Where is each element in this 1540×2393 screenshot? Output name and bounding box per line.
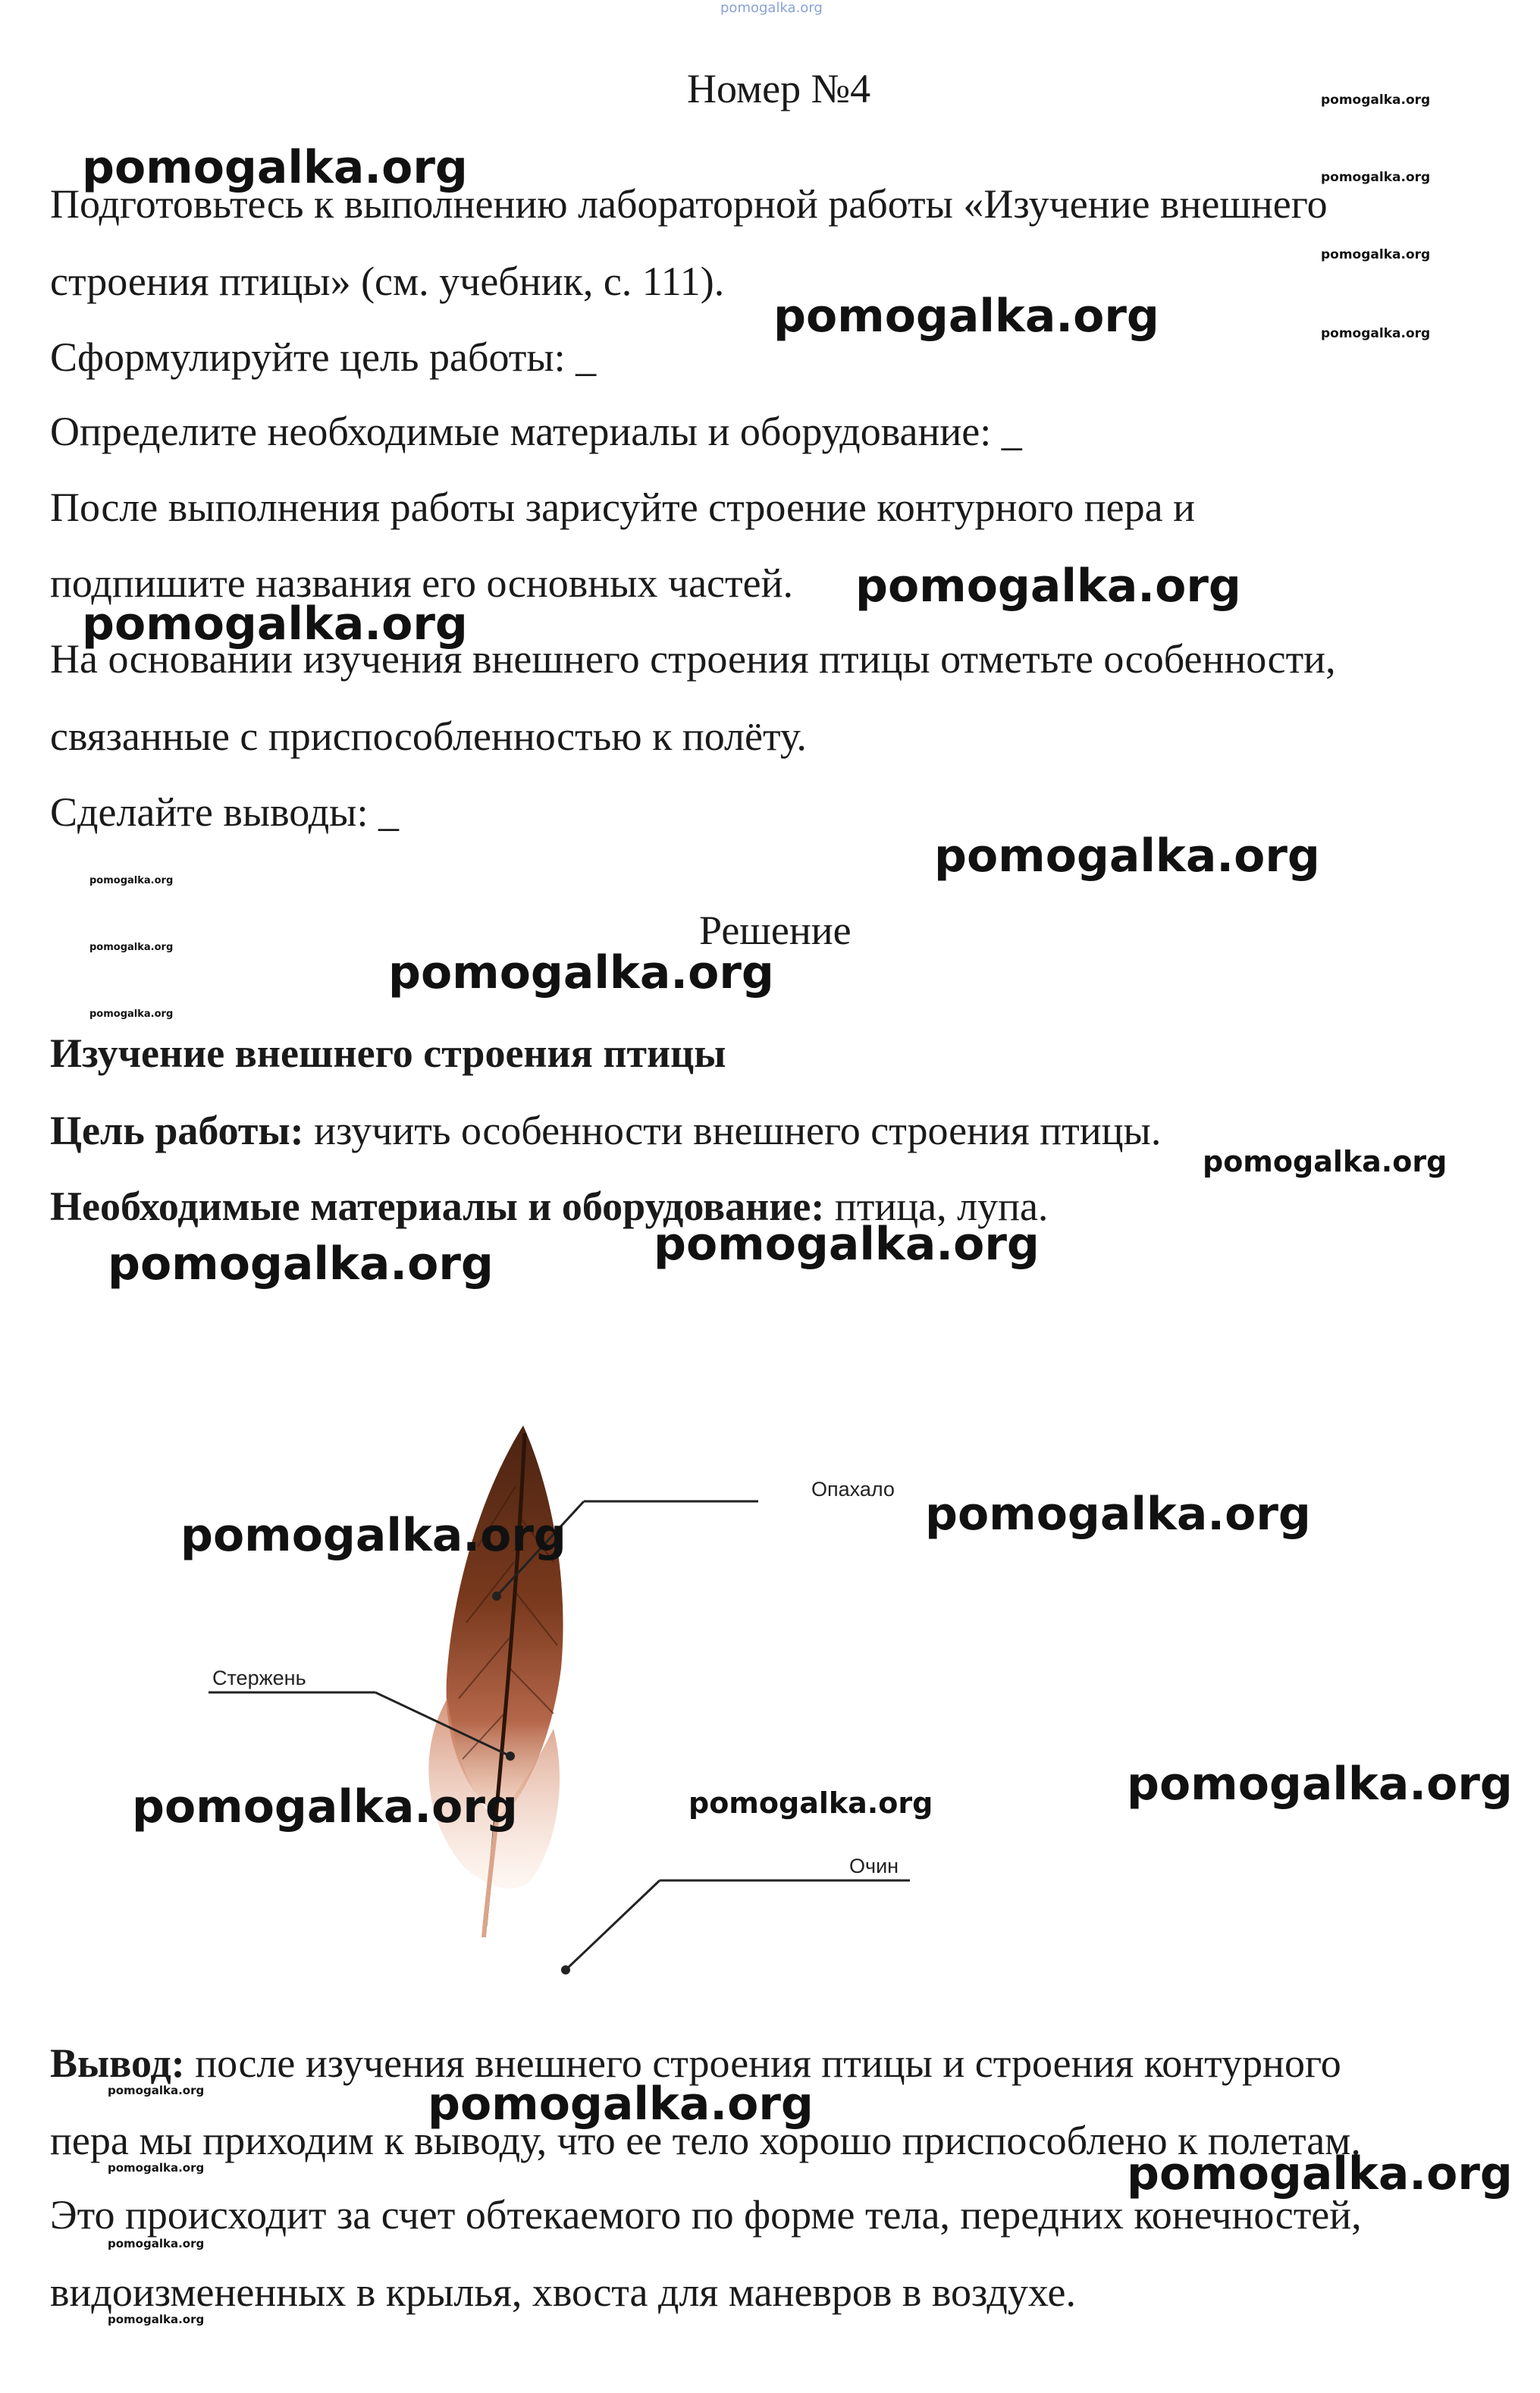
site-mark-top: pomogalka.org xyxy=(720,0,823,16)
materials-label: Необходимые материалы и оборудование: xyxy=(50,1184,825,1229)
calamus-pointer-dot xyxy=(561,1965,570,1974)
task-line: Определите необходимые материалы и оборудование: _ xyxy=(50,409,1022,454)
watermark: pomogalka.org xyxy=(773,290,1159,343)
watermark-small: pomogalka.org xyxy=(89,1008,174,1020)
watermark-small: pomogalka.org xyxy=(89,875,174,886)
watermark: pomogalka.org xyxy=(108,1237,494,1291)
goal-text: изучить особенности внешнего строения птицы. xyxy=(303,1108,1162,1153)
conclusion-line: Вывод: после изучения внешнего строения птицы и строения контурного xyxy=(50,2040,1341,2086)
conclusion-line: видоизмененных в крылья, хвоста для маневров в воздухе. xyxy=(50,2269,1076,2315)
vane-pointer-dot xyxy=(492,1592,501,1601)
task-line: строения птицы» (см. учебник, с. 111). xyxy=(50,259,725,304)
page-title: Номер №4 xyxy=(687,66,871,111)
watermark-small: pomogalka.org xyxy=(1321,326,1431,341)
watermark: pomogalka.org xyxy=(180,1509,566,1562)
watermark: pomogalka.org xyxy=(82,141,468,194)
watermark: pomogalka.org xyxy=(132,1780,518,1833)
task-line: подпишите названия его основных частей. xyxy=(50,560,793,606)
goal-label: Цель работы: xyxy=(50,1108,304,1153)
watermark: pomogalka.org xyxy=(688,1786,933,1820)
task-line: Подготовьтесь к выполнению лабораторной работы «Изучение внешнего xyxy=(50,181,1328,227)
watermark-small: pomogalka.org xyxy=(108,2237,205,2250)
task-line: После выполнения работы зарисуйте строение контурного пера и xyxy=(50,485,1195,530)
shaft-pointer-dot xyxy=(506,1752,515,1761)
feather-figure xyxy=(197,1395,955,1994)
calamus-label: Очин xyxy=(849,1855,899,1877)
lab-goal xyxy=(50,1110,1161,1151)
task-line: связанные с приспособленностью к полёту. xyxy=(50,714,807,759)
watermark-small: pomogalka.org xyxy=(1321,247,1431,262)
conclusion-line: Это происходит за счет обтекаемого по форме тела, передних конечностей, xyxy=(50,2192,1362,2238)
watermark-small: pomogalka.org xyxy=(89,942,174,953)
watermark-small: pomogalka.org xyxy=(1321,93,1431,108)
calamus-pointer-line xyxy=(566,1880,660,1970)
watermark: pomogalka.org xyxy=(855,560,1241,613)
solution-heading: Решение xyxy=(699,908,852,953)
watermark-small: pomogalka.org xyxy=(1321,170,1431,185)
vane-label: Опахало xyxy=(811,1478,895,1501)
conclusion-label: Вывод: xyxy=(50,2040,185,2086)
watermark-small: pomogalka.org xyxy=(108,2313,205,2326)
task-line: Сделайте выводы: _ xyxy=(50,789,399,835)
conclusion-line: пера мы приходим к выводу, что ее тело хорошо приспособлено к полетам. xyxy=(50,2118,1361,2163)
watermark: pomogalka.org xyxy=(654,1218,1040,1271)
watermark: pomogalka.org xyxy=(388,946,774,999)
watermark: pomogalka.org xyxy=(1127,2147,1513,2200)
task-line: Сформулируйте цель работы: _ xyxy=(50,334,597,380)
shaft-label: Стержень xyxy=(212,1667,306,1689)
watermark: pomogalka.org xyxy=(934,830,1320,883)
watermark-small: pomogalka.org xyxy=(108,2084,205,2097)
materials-text: птица, лупа. xyxy=(824,1184,1049,1229)
watermark: pomogalka.org xyxy=(82,597,468,651)
watermark: pomogalka.org xyxy=(925,1488,1311,1541)
watermark: pomogalka.org xyxy=(1203,1145,1447,1178)
watermark: pomogalka.org xyxy=(1127,1758,1513,1811)
watermark-small: pomogalka.org xyxy=(108,2161,205,2175)
watermark: pomogalka.org xyxy=(428,2078,814,2131)
lab-title: Изучение внешнего строения птицы xyxy=(50,1030,726,1076)
task-line: На основании изучения внешнего строения птицы отметьте особенности, xyxy=(50,636,1336,682)
